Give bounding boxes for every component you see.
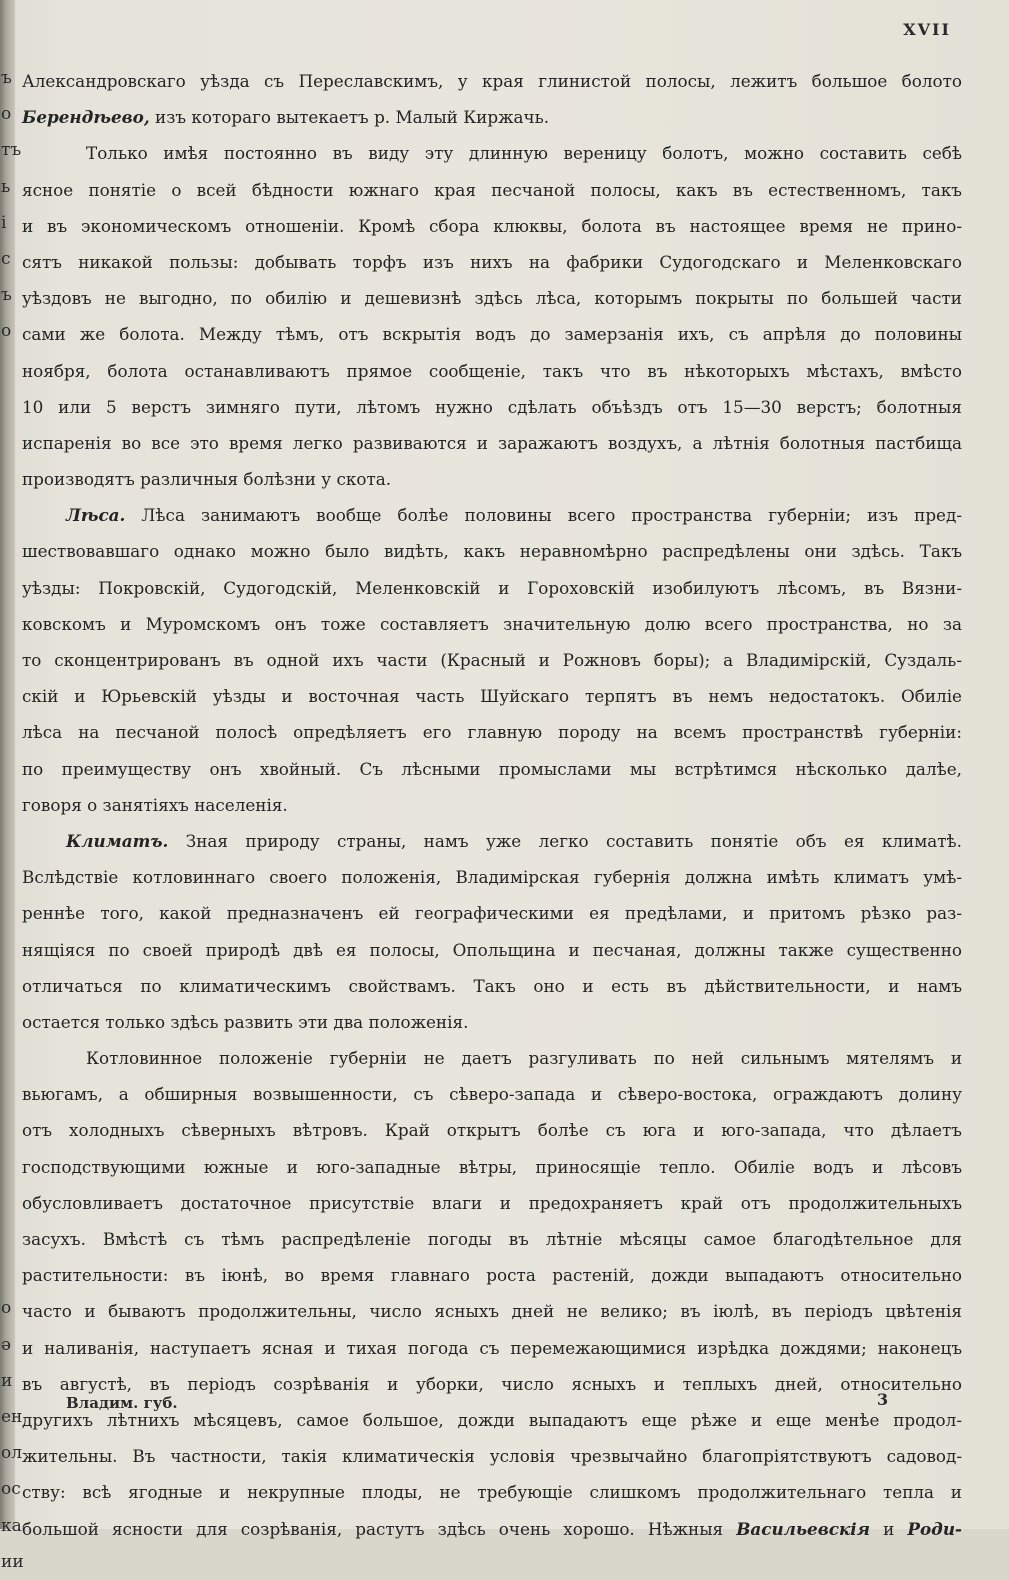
gutter-fragment [1, 494, 15, 530]
text-run: жительны. Въ частности, такія климатическія условія чрезвычайно благопріятствуютъ садовод- [22, 1446, 962, 1467]
gutter-fragment: ии [1, 1551, 24, 1572]
text-run: Вслѣдствіе котловиннаго своего положенія, Владимірская губернія должна имѣть климатъ умѣ- [22, 867, 962, 888]
text-run: другихъ лѣтнихъ мѣсяцевъ, самое большое, дожди выпадаютъ еще рѣже и еще менѣе продол- [22, 1409, 962, 1430]
text-line [22, 823, 962, 859]
gutter-fragment [1, 929, 15, 965]
page-number: XVII [903, 20, 951, 39]
text-line [22, 1149, 962, 1185]
text-line [22, 1511, 962, 1547]
text-line [22, 425, 962, 461]
gutter-fragment: и [1, 1370, 13, 1391]
text-line [22, 1112, 962, 1148]
text-run: 10 или 5 верстъ зимняго пути, лѣтомъ нужно сдѣлать объѣздъ отъ 15—30 верстъ; болотныя [22, 396, 962, 417]
text-line [22, 570, 962, 606]
text-line [22, 1076, 962, 1112]
text-line [22, 678, 962, 714]
text-line [22, 895, 962, 931]
gutter-fragment [1, 639, 15, 675]
text-run: отъ холодныхъ сѣверныхъ вѣтровъ. Край открытъ болѣе съ юга и юго-запада, что дѣлаетъ [22, 1120, 962, 1141]
text-line [22, 208, 962, 244]
gutter-fragment: о [1, 104, 12, 125]
text-line [22, 533, 962, 569]
text-line [22, 353, 962, 389]
text-line [22, 1293, 962, 1329]
text-run: въ августѣ, въ періодъ созрѣванія и уборки, число ясныхъ и теплыхъ дней, относительно [22, 1373, 962, 1394]
text-run: нящіяся по своей природѣ двѣ ея полосы, Опольщина и песчаная, должны также существенно [22, 939, 962, 960]
gutter-fragment [1, 1001, 15, 1037]
gutter-fragment [1, 820, 15, 856]
gutter-fragment [1, 1109, 15, 1145]
gutter-fragment: ъ [1, 285, 12, 306]
body-text [22, 63, 962, 1547]
text-run: Зная природу страны, намъ уже легко составить понятіе объ ея климатѣ. [168, 830, 962, 851]
gutter-fragment: ә [1, 1334, 12, 1355]
gutter-fragment [1, 422, 15, 458]
text-line [22, 859, 962, 895]
gutter-fragment: і [1, 212, 7, 233]
text-line [22, 63, 962, 99]
gutter-fragment [1, 711, 15, 747]
italic-term: Лѣса. [66, 505, 126, 526]
text-line [22, 99, 962, 135]
gutter-fragment [1, 603, 15, 639]
text-run: уѣзды: Покровскій, Судогодскій, Меленковскій и Гороховскій изобилуютъ лѣсомъ, въ Вязни- [22, 577, 962, 598]
gutter-fragment: ен [1, 1406, 23, 1427]
gutter-fragment: ол [1, 1443, 23, 1464]
text-run: скій и Юрьевскій уѣзды и восточная часть Шуйскаго терпятъ въ немъ недостатокъ. Обиліе [22, 686, 962, 707]
text-run: и въ экономическомъ отношеніи. Кромѣ сбора клюквы, болота въ настоящее время не прино- [22, 215, 962, 236]
gutter-fragment: о [1, 321, 12, 342]
gutter-fragment [1, 350, 15, 386]
text-run: сами же болота. Между тѣмъ, отъ вскрытія водъ до замерзанія ихъ, съ апрѣля до половины [22, 324, 962, 345]
italic-term: Васильевскія [736, 1518, 871, 1539]
gutter-fragment: о [1, 1298, 12, 1319]
text-run: Только имѣя постоянно въ виду эту длинную вереницу болотъ, можно составить себѣ [86, 143, 962, 164]
text-run: засухъ. Вмѣстѣ съ тѣмъ распредѣленіе погоды въ лѣтніе мѣсяцы самое благодѣтельное для [22, 1229, 962, 1249]
text-line [22, 461, 962, 497]
page-gutter [0, 0, 24, 1572]
text-run: то сконцентрированъ въ одной ихъ части (Красный и Рожновъ боры); а Владимірскій, Суздаль- [22, 650, 962, 670]
text-line [22, 642, 962, 678]
gutter-fragment [1, 965, 15, 1001]
text-run: Александровскаго уѣзда съ Переславскимъ, у края глинистой полосы, лежитъ большое болото [22, 71, 962, 91]
gutter-fragment [1, 892, 15, 928]
gutter-fragment [1, 386, 15, 422]
text-run: ству: всѣ ягодные и некрупные плоды, не требующіе слишкомъ продолжительнаго тепла и [22, 1482, 962, 1503]
gutter-fragment [1, 675, 15, 711]
text-line [22, 1185, 962, 1221]
text-run: ковскомъ и Муромскомъ онъ тоже составляетъ значительную долю всего пространства, но за [22, 613, 962, 634]
gutter-fragment: ос [1, 1479, 21, 1500]
text-run: реннѣе того, какой предназначенъ ей географическими ея предѣлами, и притомъ рѣзко раз- [22, 903, 962, 924]
text-line [22, 1004, 962, 1040]
gutter-fragment: ъ [1, 68, 12, 88]
gutter-fragment: ка [1, 1515, 22, 1536]
text-run: изъ котораго вытекаетъ р. Малый Киржачь. [149, 107, 550, 128]
text-line [22, 172, 962, 208]
italic-term: Роди- [907, 1518, 963, 1539]
gutter-fragment: тъ [1, 140, 22, 161]
text-line [22, 1257, 962, 1293]
text-line [22, 932, 962, 968]
gutter-fragment [1, 530, 15, 566]
text-run: и [870, 1518, 908, 1539]
text-run: растительности: въ іюнѣ, во время главнаго роста растеній, дожди выпадаютъ относительно [22, 1265, 962, 1286]
text-line [22, 280, 962, 316]
text-run: производятъ различныя болѣзни у скота. [22, 469, 392, 490]
gutter-fragment [1, 1182, 15, 1218]
text-run: лѣса на песчаной полосѣ опредѣляетъ его главную породу на всемъ пространствѣ губерніи: [22, 722, 962, 743]
text-run: уѣздовъ не выгодно, по обилію и дешевизнѣ здѣсь лѣса, которымъ покрыты по большей части [22, 288, 962, 309]
footer-signature-mark: Владим. губ. [66, 1394, 178, 1412]
text-run: остается только здѣсь развить эти два положенія. [22, 1011, 469, 1032]
text-line [22, 751, 962, 787]
text-run: господствующими южные и юго-западные вѣтры, приносящіе тепло. Обиліе водъ и лѣсовъ [22, 1156, 962, 1177]
gutter-fragment [1, 748, 15, 784]
text-run: Котловинное положеніе губерніи не даетъ разгуливать по ней сильнымъ мятелямъ и [86, 1048, 962, 1069]
text-line [22, 497, 962, 533]
gutter-fragment [1, 1218, 15, 1254]
gutter-fragment [1, 458, 15, 494]
text-run: испаренія во все это время легко развиваются и заражаютъ воздухъ, а лѣтнія болотныя пастбища [22, 432, 962, 453]
text-line [22, 1330, 962, 1366]
text-run: вьюгамъ, а обширныя возвышенности, съ сѣверо-запада и сѣверо-востока, ограждаютъ долину [22, 1084, 962, 1105]
text-line [22, 1040, 962, 1076]
text-run: шествовавшаго однако можно было видѣть, какъ неравномѣрно распредѣлены они здѣсь. Такъ [22, 541, 962, 562]
text-run: сятъ никакой пользы: добывать торфъ изъ нихъ на фабрики Судогодскаго и Меленковскаго [22, 251, 962, 272]
italic-term: Климатъ. [66, 830, 169, 851]
text-line [22, 714, 962, 750]
footer-sheet-number: 3 [877, 1390, 889, 1409]
text-run: по преимуществу онъ хвойный. Съ лѣсными промыслами мы встрѣтимся нѣсколько далѣе, [22, 758, 962, 779]
text-line [22, 1221, 962, 1257]
text-line [22, 244, 962, 280]
gutter-fragment: ь [1, 176, 11, 197]
text-run: обусловливаетъ достаточное присутствіе влаги и предохраняетъ край отъ продолжительныхъ [22, 1192, 962, 1213]
gutter-fragment [1, 567, 15, 603]
text-line [22, 135, 962, 171]
text-run: говоря о занятіяхъ населенія. [22, 794, 288, 815]
text-run: отличаться по климатическимъ свойствамъ. Такъ оно и есть въ дѣйствительности, и намъ [22, 975, 962, 996]
gutter-fragment [1, 1073, 15, 1109]
text-line [22, 389, 962, 425]
text-line [22, 606, 962, 642]
gutter-fragment [1, 1037, 15, 1073]
gutter-fragment [1, 1254, 15, 1290]
text-run: и наливанія, наступаетъ ясная и тихая погода съ перемежающимися изрѣдка дождями; наконецъ [22, 1337, 962, 1358]
text-line [22, 787, 962, 823]
text-line [22, 316, 962, 352]
gutter-fragment [1, 1146, 15, 1182]
text-line [22, 1474, 962, 1510]
gutter-text-fragments [1, 60, 24, 1580]
text-run: ясное понятіе о всей бѣдности южнаго края песчаной полосы, какъ въ естественномъ, такъ [22, 179, 962, 200]
gutter-fragment [1, 784, 15, 820]
gutter-fragment: с [1, 248, 11, 269]
text-line [22, 968, 962, 1004]
text-line [22, 1438, 962, 1474]
text-run: часто и бываютъ продолжительны, число ясныхъ дней не велико; въ іюлѣ, въ періодъ цвѣтенія [22, 1301, 962, 1322]
text-run: большой ясности для созрѣванія, растутъ здѣсь очень хорошо. Нѣжныя [22, 1518, 737, 1539]
text-run: ноября, болота останавливаютъ прямое сообщеніе, такъ что въ нѣкоторыхъ мѣстахъ, вмѣсто [22, 360, 962, 381]
gutter-fragment [1, 856, 15, 892]
italic-term: Берендѣево, [22, 107, 150, 128]
text-run: Лѣса занимаютъ вообще болѣе половины всего пространства губерніи; изъ пред- [125, 505, 962, 526]
